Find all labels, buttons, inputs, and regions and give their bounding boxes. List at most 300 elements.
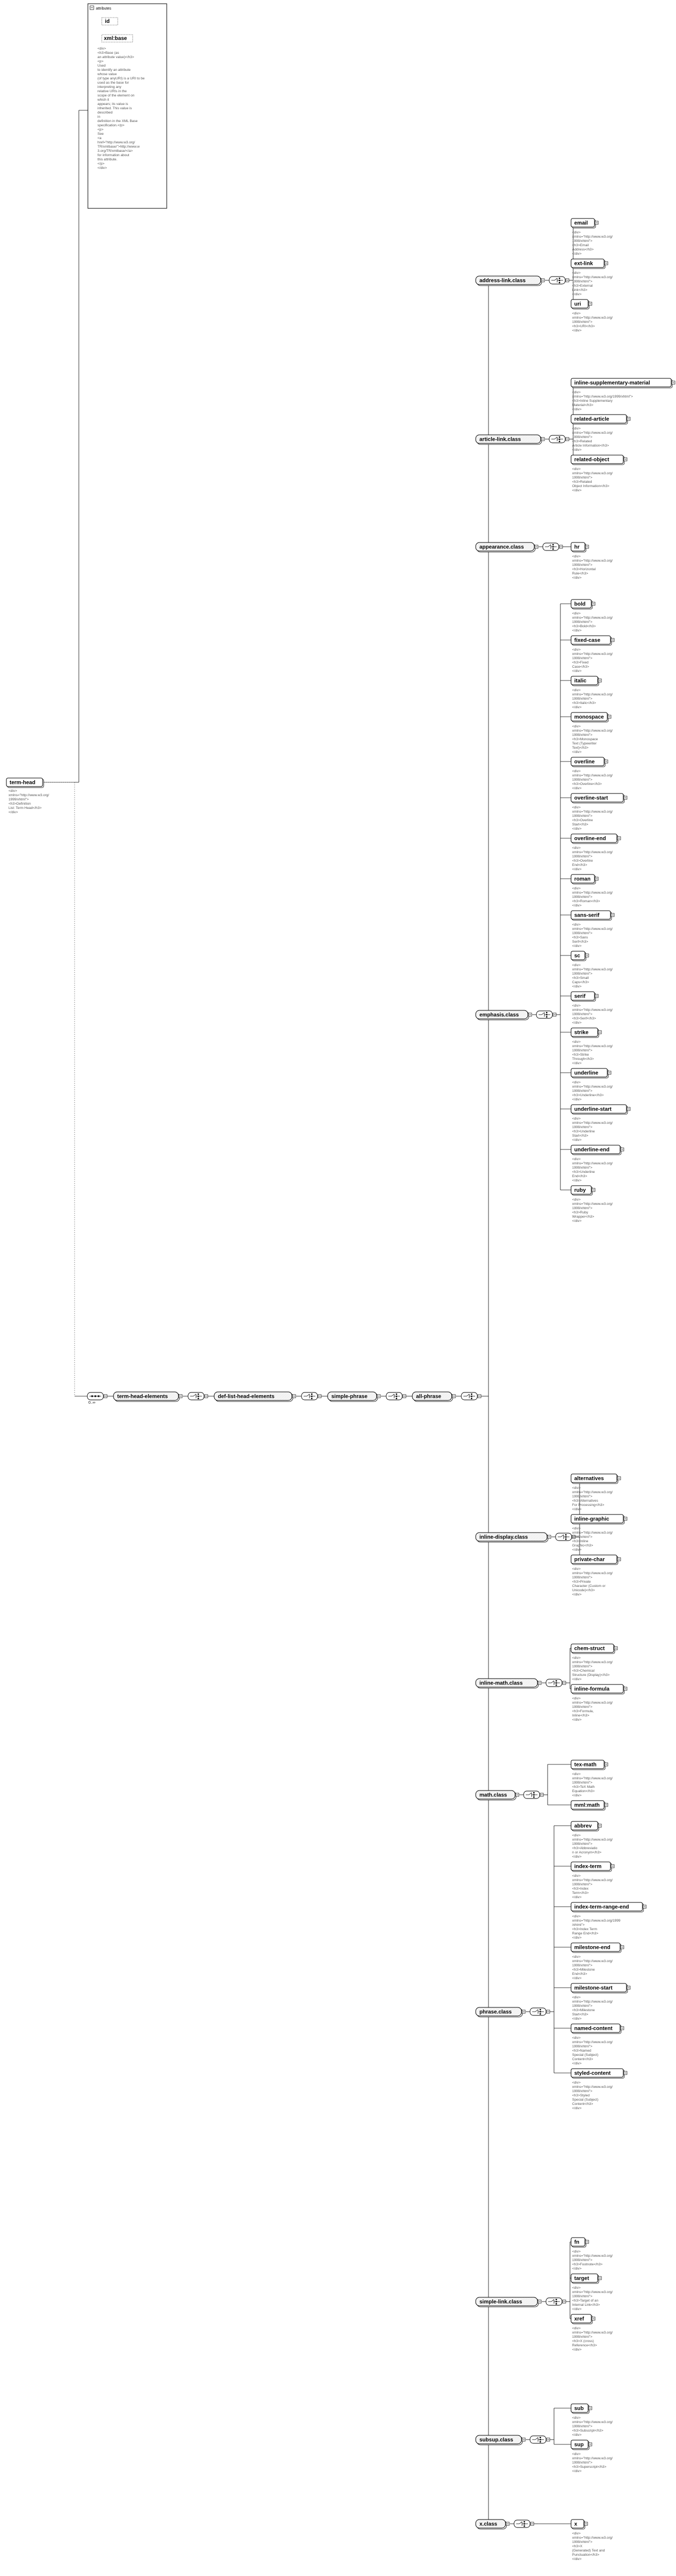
element-styled-content[interactable] [571,2069,627,2078]
element-sans-serif[interactable] [571,911,614,920]
choice-icon-dot [559,441,560,442]
element-name: named-content [574,2026,613,2032]
element-name: term-head [10,780,36,786]
group-box[interactable] [476,542,538,552]
documentation-text: n or Acronym</h3> [572,1851,601,1854]
choice-icon [386,1392,406,1400]
documentation-text: Equation</h3> [572,1789,595,1793]
documentation-text: <h3>Serif</h3> [572,1017,596,1020]
group-name: term-head-elements [117,1394,168,1400]
documentation-text: 1999/xhtml"> [572,280,592,283]
documentation-text: which it [97,98,109,102]
documentation-text: For Processing</h3> [572,1503,605,1507]
element-related-article[interactable] [571,415,630,424]
choice-icon-dot [556,1680,557,1682]
documentation-text: </div> [572,2267,582,2271]
choice-icon-dot [540,2437,541,2439]
element-name: roman [574,876,591,882]
group-box[interactable] [476,1533,551,1542]
group-box[interactable] [476,2435,525,2445]
choice-icon-dot [559,439,560,440]
documentation-text: <h3>Ruby [572,1211,588,1214]
documentation-text: TR/xmlbase/">http://www.w [97,145,140,149]
choice-icon-dot [396,1398,397,1399]
group-box[interactable] [476,276,544,286]
documentation-text: xmlns="http://www.w3.org/ [572,1959,613,1963]
documentation-text: <h3>Index [572,1887,589,1891]
documentation-text: <div> [572,1996,581,1999]
documentation-text: <h3>Abbreviatio [572,1846,598,1850]
documentation-text: xmlns="http://www.w3.org/ [572,2085,613,2089]
element-underline-start[interactable] [571,1105,630,1114]
documentation-text: <h3>Overline [572,859,593,863]
documentation-text: </div> [572,944,582,948]
choice-icon-dot [540,2013,541,2015]
documentation-text: <div> [572,1874,581,1878]
choice-icon-dot [546,1016,548,1018]
element-overline-end[interactable] [571,834,621,844]
choice-icon-dot [556,2299,557,2300]
documentation-text: <p> [97,60,104,63]
element-name: serif [574,993,586,1000]
documentation-text: whose value [97,72,117,76]
documentation-text: </div> [572,329,582,333]
element-mml-math[interactable] [571,1801,608,1810]
documentation-text: <h3>Target of an [572,2299,599,2303]
documentation-text: </div> [572,408,582,411]
element-name: fn [574,2239,580,2246]
documentation-text: 1999/xhtml"> [572,972,592,976]
element-ext-link[interactable] [571,259,608,269]
choice-icon-dot [471,1398,473,1399]
element-name: overline-start [574,795,608,801]
documentation-text: specification.</p> [97,124,125,127]
documentation-text: <h3>URI</h3> [572,325,595,328]
element-sub[interactable] [571,2404,592,2413]
element-name: related-article [574,416,609,423]
documentation-text: Term</h3> [572,1891,589,1895]
documentation-text: xmlns="http://www.w3.org/ [572,472,613,475]
documentation-text: <h3>Italic</h3> [572,701,596,705]
element-alternatives[interactable] [571,1474,621,1484]
documentation-text: 1999/xhtml"> [572,2295,592,2298]
group-box[interactable] [476,1791,519,1800]
element-ruby[interactable] [571,1186,595,1195]
group-name: appearance.class [479,544,524,550]
documentation-text: 1999/xhtml"> [572,620,592,624]
documentation-text: xmlns="http://www.w3.org/ [572,1490,613,1494]
documentation-text: interpreting any [97,85,121,89]
documentation-text: 3.org/TR/xmlbase/</a> [97,149,133,153]
documentation-text: Structure (Display)</h3> [572,1673,610,1677]
documentation-text: <h3>Inline [572,1540,589,1543]
documentation-text: <div> [572,2250,581,2254]
documentation-text: List: Term Head</h3> [9,806,42,810]
documentation-text: <div> [572,427,581,431]
group-name: simple-link.class [479,2299,523,2305]
documentation-text: </div> [572,293,582,296]
documentation-text: xmlns="http://www.w3.org/ [572,729,613,733]
element-name: bold [574,601,586,607]
element-sc[interactable] [571,951,589,961]
choice-icon [530,2008,550,2015]
element-box-frame [571,2520,584,2528]
element-related-object[interactable] [571,455,627,465]
documentation-text: </div> [572,1678,582,1681]
choice-icon [549,277,569,284]
element-uri[interactable] [571,299,592,309]
element-x[interactable] [571,2520,588,2529]
documentation-text: <div> [572,1527,581,1530]
documentation-text: <h3>Underline [572,1170,595,1174]
documentation-text: an attribute value)</h3> [97,55,134,59]
documentation-text: /xhtml"> [572,1923,585,1927]
documentation-text: xmlns="http://www.w3.org/ [572,1162,613,1165]
documentation-text: </div> [572,2017,582,2021]
group-box[interactable] [476,2297,541,2307]
documentation-text: </div> [572,669,582,673]
documentation-text: for information about [97,153,129,157]
documentation-text: <h3>Milestone [572,2008,595,2012]
documentation-text: xmlns="http://www.w3.org/ [572,559,613,563]
documentation-text: xmlns="http://www.w3.org/ [572,235,613,239]
documentation-text: xmlns="http://www.w3.org/ [572,431,613,435]
documentation-text: <div> [572,688,581,692]
element-xref[interactable] [571,2314,595,2324]
documentation-text: 1999/xhtml"> [572,2335,592,2339]
element-tex-math[interactable] [571,1760,608,1770]
documentation-text: href="http://www.w3.org/ [97,141,135,144]
choice-icon [530,2436,550,2443]
element-email[interactable] [571,218,598,228]
attribute-name: xml:base [104,36,127,42]
documentation-text: <div> [572,846,581,850]
documentation-text: <div> [572,1915,581,1918]
documentation-text: <div> [572,1697,581,1700]
element-index-term-range-end[interactable] [571,1902,646,1912]
documentation-text: End</h3> [572,1174,588,1178]
documentation-text: appears; its value is [97,102,128,106]
documentation-text: 1999/xhtml"> [572,320,592,324]
element-inline-supplementary-material[interactable] [571,378,675,388]
element-name: related-object [574,457,609,463]
element-name: monospace [574,714,604,720]
documentation-text: 1999/xhtml"> [572,2045,592,2048]
documentation-text: 1999/xhtml"> [572,239,592,243]
documentation-text: <h3>Formula, [572,1710,594,1713]
documentation-text: 1999/xhtml"> [572,1089,592,1093]
group-box[interactable] [476,435,544,444]
documentation-text: </div> [97,166,107,170]
element-name: inline-graphic [574,1516,609,1522]
documentation-text: <div> [572,2081,581,2085]
group-box[interactable] [412,1392,455,1402]
documentation-text: <div> [572,467,581,471]
choice-icon [302,1392,321,1400]
documentation-text: <div> [572,2327,581,2330]
choice-icon-dot [552,544,554,546]
choice-icon-dot [559,282,560,283]
element-name: abbrev [574,1823,592,1829]
element-name: index-term-range-end [574,1904,629,1910]
choice-icon-dot [396,1396,397,1397]
documentation-text: 1999/xhtml"> [572,814,592,818]
documentation-text: 1999/xhtml"> [572,2004,592,2008]
group-box[interactable] [476,1010,532,1020]
documentation-text: xmlns="http://www.w3.org/ [572,693,613,696]
sequence-icon [87,1392,107,1400]
documentation-text: <h3>Footnote</h3> [572,2263,603,2266]
element-italic[interactable] [571,676,601,686]
element-fn[interactable] [571,2238,589,2247]
documentation-text: </div> [572,787,582,790]
element-monospace[interactable] [571,712,611,722]
choice-icon-dot [471,1396,473,1397]
documentation-text: xmlns="http://www.w3.org/ [572,2000,613,2004]
documentation-text: 1999/xhtml"> [572,1842,592,1846]
documentation-text: <h3>Underline [572,1130,595,1133]
documentation-text: <h3>External [572,284,593,288]
group-box[interactable] [113,1392,182,1402]
documentation-text: xmlns="http://www.w3.org/ [572,927,613,931]
documentation-text: 1999/xhtml"> [572,1705,592,1709]
documentation-text: <h3>Small [572,976,589,980]
element-hr[interactable] [571,542,589,552]
element-target[interactable] [571,2274,601,2283]
documentation-text: 1999/xhtml"> [572,1964,592,1967]
element-milestone-start[interactable] [571,1983,630,1993]
documentation-text: <div> [572,963,581,967]
documentation-text: <div> [572,648,581,652]
documentation-text: Through</h3> [572,1057,594,1061]
element-name: underline [574,1070,599,1076]
documentation-text: <div> [572,1004,581,1008]
documentation-text: </div> [572,252,582,256]
choice-icon [549,435,569,443]
group-box[interactable] [476,2007,525,2017]
documentation-text: </div> [572,706,582,709]
attribute-id [102,18,118,25]
choice-icon-dot [559,278,560,279]
documentation-text: Used [97,64,106,68]
choice-icon-dot [565,1534,567,1536]
documentation-text: xmlns="http://www.w3.org/ [572,1838,613,1842]
choice-icon-dot [540,2441,541,2443]
documentation-text: <div> [572,923,581,927]
element-name: fixed-case [574,637,600,644]
documentation-text: 1999/xhtml"> [572,1206,592,1210]
element-name: underline-end [574,1147,610,1153]
documentation-text: xmlns="http://www.w3.org/ [572,1044,613,1048]
group-name: inline-math.class [479,1680,523,1687]
element-milestone-end[interactable] [571,1943,624,1953]
choice-icon-dot [533,1792,535,1794]
documentation-text: 1999/xhtml"> [572,733,592,737]
documentation-text: <div> [572,2036,581,2040]
documentation-text: <div> [572,887,581,890]
documentation-text: </div> [572,1138,582,1142]
documentation-text: xmlns="http://www.w3.org/ [572,2536,613,2540]
documentation-text: 1999/xhtml"> [572,2425,592,2428]
choice-icon-dot [565,1536,567,1538]
documentation-text: xmlns="http://www.w3.org/ [572,810,613,814]
documentation-text: </div> [572,489,582,492]
element-chem-struct[interactable] [571,1644,617,1654]
choice-icon-dot [559,436,560,438]
documentation-text: xmlns="http://www.w3.org/ [572,1008,613,1012]
documentation-text: </div> [572,1219,582,1223]
element-inline-graphic[interactable] [571,1514,627,1524]
choice-icon-dot [533,1796,535,1798]
choice-icon-dot [524,2525,525,2527]
documentation-text: <h3>Monospace [572,738,598,741]
documentation-text: Object Information</h3> [572,484,609,488]
documentation-text: <h3>Overline [572,819,593,822]
element-abbrev[interactable] [571,1821,601,1831]
documentation-text: <h3>Horizontal [572,568,596,571]
sequence-icon-dot [98,1396,100,1397]
documentation-text: </div> [572,750,582,754]
choice-icon-dot [546,1012,548,1014]
documentation-text: </div> [572,1098,582,1101]
element-serif[interactable] [571,992,598,1001]
choice-icon-dot [540,2009,541,2011]
choice-icon-dot [552,548,554,550]
choice-icon-dot [559,280,560,281]
documentation-text: </div> [572,1936,582,1940]
element-fixed-case[interactable] [571,636,614,645]
documentation-text: xmlns="http://www.w3.org/ [572,1701,613,1705]
element-bold[interactable] [571,600,595,609]
element-name: x [574,2521,577,2528]
choice-icon-dot [198,1396,199,1397]
documentation-text: </p> [97,162,105,166]
documentation-text: </div> [572,1794,582,1797]
documentation-text: xmlns="http://www.w3.org/ [572,2420,613,2424]
attribute-name: id [105,19,110,25]
documentation-text: <div> [572,806,581,809]
documentation-text: xmlns="http://www.w3.org/ [572,2040,613,2044]
documentation-text: scope of the element on [97,94,135,98]
documentation-text: <div> [97,47,106,51]
documentation-text: 1999/xhtml"> [572,1166,592,1170]
documentation-text: <div> [572,2532,581,2536]
element-name: italic [574,678,587,684]
documentation-text: <div> [572,555,581,558]
element-roman[interactable] [571,874,598,884]
choice-icon-dot [565,1538,567,1540]
documentation-text: Start</h3> [572,1134,589,1138]
group-box[interactable] [214,1392,296,1402]
documentation-text: inherited. This value is [97,107,132,110]
documentation-text: </div> [572,629,582,633]
sequence-icon-dot [95,1396,96,1397]
documentation-text: </div> [572,2433,582,2437]
documentation-text: 1999/xhtml"> [572,1665,592,1668]
choice-icon-dot [540,2439,541,2441]
element-overline-start[interactable] [571,793,627,803]
element-sup[interactable] [571,2440,592,2450]
group-box[interactable] [476,1679,541,1688]
element-index-term[interactable] [571,1862,614,1872]
group-name: all-phrase [416,1394,442,1400]
documentation-text: Rule</h3> [572,572,588,576]
documentation-text: </div> [9,811,18,814]
documentation-text: <div> [572,1081,581,1084]
element-overline[interactable] [571,757,608,767]
element-name: strike [574,1030,589,1036]
documentation-text: <h3>X (cross) [572,2339,594,2343]
element-strike[interactable] [571,1028,601,1038]
documentation-text: Start</h3> [572,2013,589,2016]
group-name: x.class [479,2521,498,2528]
documentation-text: <div> [572,2416,581,2420]
documentation-text: described [97,111,113,115]
group-box[interactable] [476,2520,509,2529]
documentation-text: xmlns="http://www.w3.org/ [572,276,613,279]
documentation-text: xmlns="http://www.w3.org/ [572,1878,613,1882]
documentation-text: <h3>Related [572,440,592,443]
documentation-text: Address</h3> [572,248,594,252]
element-name: sans-serif [574,912,600,919]
group-name: article-link.class [479,436,521,443]
element-name: underline-start [574,1106,612,1113]
choice-icon-dot [198,1398,199,1399]
documentation-text: relative URIs in the [97,90,127,93]
choice-icon [543,543,563,550]
documentation-text: Special (Subject) [572,2098,599,2102]
documentation-text: <div> [572,1040,581,1044]
documentation-text: Wrapper</h3> [572,1215,594,1219]
documentation-text: xmlns="http://www.w3.org/ [572,968,613,971]
documentation-text: 1999/xhtml"> [572,2540,592,2544]
documentation-text: <div> [572,1486,581,1490]
documentation-text: (of type anyURI) is a URI to be [97,77,145,80]
documentation-text: </div> [572,2107,582,2110]
documentation-text: xmlns="http://www.w3.org/ [572,774,613,777]
choice-icon-dot [546,1014,548,1016]
documentation-text: <div> [572,391,581,394]
documentation-text: 1999/xhtml"> [572,1535,592,1539]
documentation-text: xmlns="http://www.w3.org/ [572,316,613,320]
element-name: mml:math [574,1802,600,1809]
documentation-text: <div> [572,2452,581,2456]
documentation-text: <h3>Roman</h3> [572,900,600,903]
documentation-text: xmlns="http://www.w3.org/1999 [572,1919,621,1923]
choice-icon [188,1392,208,1400]
documentation-text: xmlns="http://www.w3.org/ [572,1121,613,1125]
element-named-content[interactable] [571,2024,624,2034]
root-element-term-head[interactable] [6,778,44,788]
documentation-text: <div> [572,1955,581,1959]
documentation-text: </div> [572,2469,582,2473]
element-private-char[interactable] [571,1555,621,1565]
documentation-text: Graphic</h3> [572,1544,593,1548]
documentation-text: <h3>Milestone [572,1968,595,1972]
documentation-text: </div> [572,1179,582,1182]
documentation-text: Special (Subject) [572,2053,599,2057]
element-underline-end[interactable] [571,1145,624,1155]
group-box[interactable] [328,1392,380,1402]
element-underline[interactable] [571,1068,611,1078]
documentation-text: 1999/xhtml"> [572,1049,592,1052]
choice-icon-dot [311,1398,313,1399]
documentation-text: Unicode)</h3> [572,1589,595,1592]
element-inline-formula[interactable] [571,1684,627,1694]
documentation-text: </div> [572,827,582,831]
element-name: inline-formula [574,1686,610,1692]
documentation-text: xmlns="http://www.w3.org/ [9,793,50,797]
